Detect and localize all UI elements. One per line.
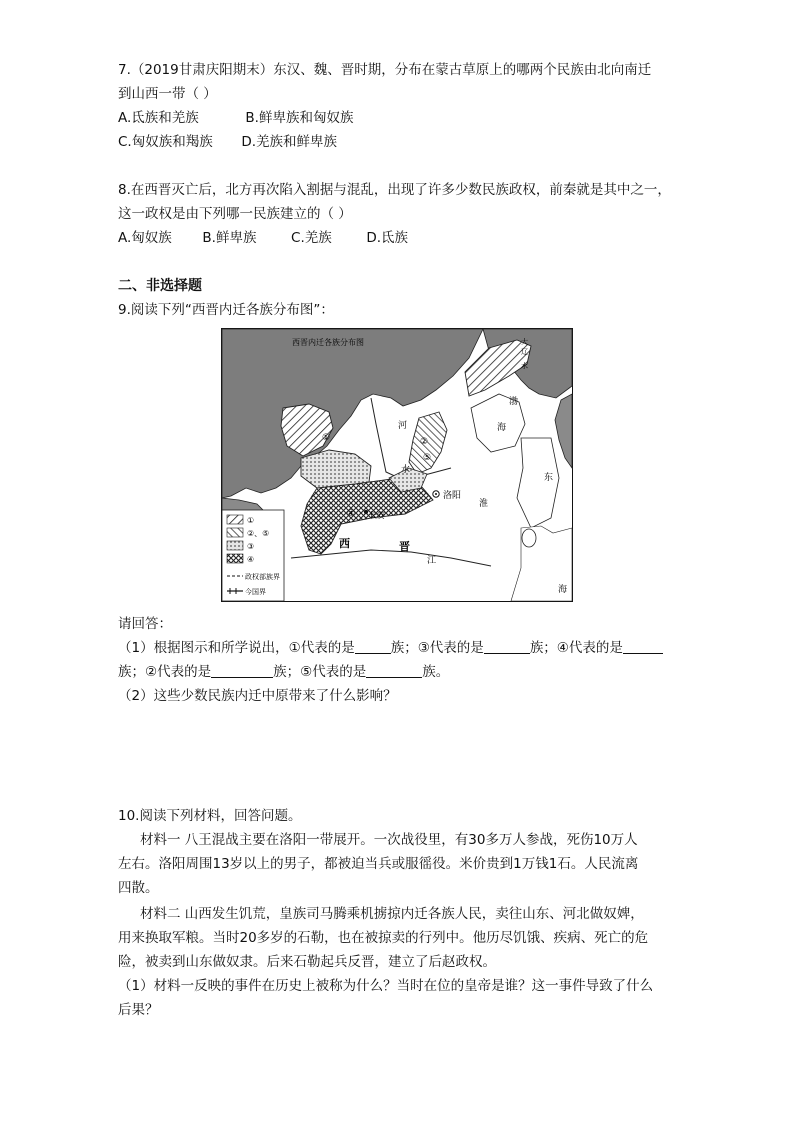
q10-material1-line1: 材料一 八王混战主要在洛阳一带展开。一次战役里，有30多万人参战，死伤10万人 — [140, 832, 638, 848]
label-marker-2: ② — [420, 437, 429, 447]
q10-sub1-line1: （1）材料一反映的事件在历史上被称为什么？当时在位的皇帝是谁？这一事件导致了什么 — [118, 978, 654, 994]
q7-option-c: C.匈奴族和羯族 — [118, 134, 213, 150]
q9-sub1-text-f: 族。 — [422, 664, 450, 680]
legend-boundary: 政权部族界 — [245, 573, 280, 581]
label-bohai-hai: 海 — [497, 423, 507, 433]
legend-2-5: ②、⑤ — [247, 529, 270, 538]
blank-3[interactable] — [484, 639, 530, 654]
label-changan: 长安 — [369, 511, 385, 520]
q10-material1-line2: 左右。洛阳周围13岁以上的男子，都被迫当兵或服徭役。米价贵到1万钱1石。人民流离 — [118, 856, 639, 872]
section-title: 二、非选择题 — [118, 278, 202, 294]
q9-intro: 9.阅读下列“西晋内迁各族分布图”： — [118, 302, 334, 318]
label-luoyang: 洛阳 — [443, 491, 462, 501]
legend-national-border: 今国界 — [245, 588, 266, 596]
blank-5[interactable] — [366, 663, 422, 678]
label-liao-shui: 水 — [521, 362, 528, 370]
island — [522, 529, 536, 547]
q10-sub1-line2: 后果？ — [118, 1002, 159, 1018]
q9-sub1-line2 — [118, 662, 449, 682]
label-marker-4: ④ — [347, 509, 356, 519]
legend-3: ③ — [247, 542, 255, 551]
label-jin: 晋 — [399, 540, 410, 553]
q10-material2-line2: 用来换取军粮。当时20多岁的石勒，也在被掠卖的行列中。他历尽饥饿、疾病、死亡的危 — [118, 930, 649, 946]
label-xi: 西 — [339, 537, 350, 550]
legend-4: ④ — [247, 555, 255, 564]
map-title: 西晋内迁各族分布图 — [292, 338, 364, 347]
q8-options-row — [118, 228, 408, 248]
label-da: 大 — [521, 338, 528, 346]
q9-prompt: 请回答： — [118, 616, 172, 632]
q7-stem-line1: 7.（2019甘肃庆阳期末）东汉、魏、晋时期，分布在蒙古草原上的哪两个民族由北向南迁 — [118, 62, 652, 78]
label-shui: 水 — [401, 465, 411, 475]
q7-options-row2 — [118, 132, 337, 152]
q9-sub1-text-c: 族；④代表的是 — [529, 640, 623, 656]
label-marker-1: ① — [322, 433, 331, 443]
q8-option-a: A.匈奴族 — [118, 230, 172, 246]
label-huai: 淮 — [479, 499, 489, 509]
map-legend — [222, 510, 284, 601]
blank-2[interactable] — [211, 663, 273, 678]
q8-option-c: C.羌族 — [291, 230, 332, 246]
label-marker-5: ⑤ — [423, 453, 432, 463]
changan-marker — [364, 510, 368, 514]
q9-sub1-line1 — [118, 638, 663, 658]
q9-sub1-text-d: 族；②代表的是 — [118, 664, 212, 680]
q8-option-b: B.鲜卑族 — [202, 230, 257, 246]
label-jiang: 江 — [427, 556, 437, 566]
q7-option-a: A.氐族和羌族 — [118, 110, 199, 126]
label-liao: 辽 — [521, 348, 528, 356]
blank-4[interactable] — [623, 639, 663, 654]
legend-1: ① — [247, 516, 255, 525]
q7-stem-line2: 到山西一带（ ） — [118, 86, 217, 102]
label-he: 河 — [398, 421, 408, 431]
label-dong: 东 — [544, 473, 554, 483]
q10-intro: 10.阅读下列材料，回答问题。 — [118, 808, 302, 824]
q7-options-row1 — [118, 108, 353, 128]
q9-sub2: （2）这些少数民族内迁中原带来了什么影响？ — [118, 688, 397, 704]
western-jin-migration-map — [221, 328, 573, 602]
q8-stem-line2: 这一政权是由下列哪一民族建立的（ ） — [118, 206, 352, 222]
q7-option-b: B.鲜卑族和匈奴族 — [245, 110, 354, 126]
label-hai: 海 — [558, 585, 568, 595]
label-bo: 渤 — [509, 397, 519, 407]
blank-1[interactable] — [355, 639, 391, 654]
q9-sub1-text-a: （1）根据图示和所学说出，①代表的是 — [118, 640, 355, 656]
q7-option-d: D.羌族和鲜卑族 — [241, 134, 337, 150]
q8-stem-line1: 8.在西晋灭亡后，北方再次陷入割据与混乱，出现了许多少数民族政权，前秦就是其中之一， — [118, 182, 671, 198]
q10-material1-line3: 四散。 — [118, 880, 159, 896]
q10-material2-line1: 材料二 山西发生饥荒，皇族司马腾乘机掳掠内迁各族人民，卖往山东、河北做奴婢， — [140, 906, 644, 922]
q9-sub1-text-b: 族；③代表的是 — [390, 640, 484, 656]
q8-option-d: D.氐族 — [366, 230, 409, 246]
q9-sub1-text-e: 族；⑤代表的是 — [273, 664, 367, 680]
q10-material2-line3: 险，被卖到山东做奴隶。后来石勒起兵反晋，建立了后赵政权。 — [118, 954, 496, 970]
